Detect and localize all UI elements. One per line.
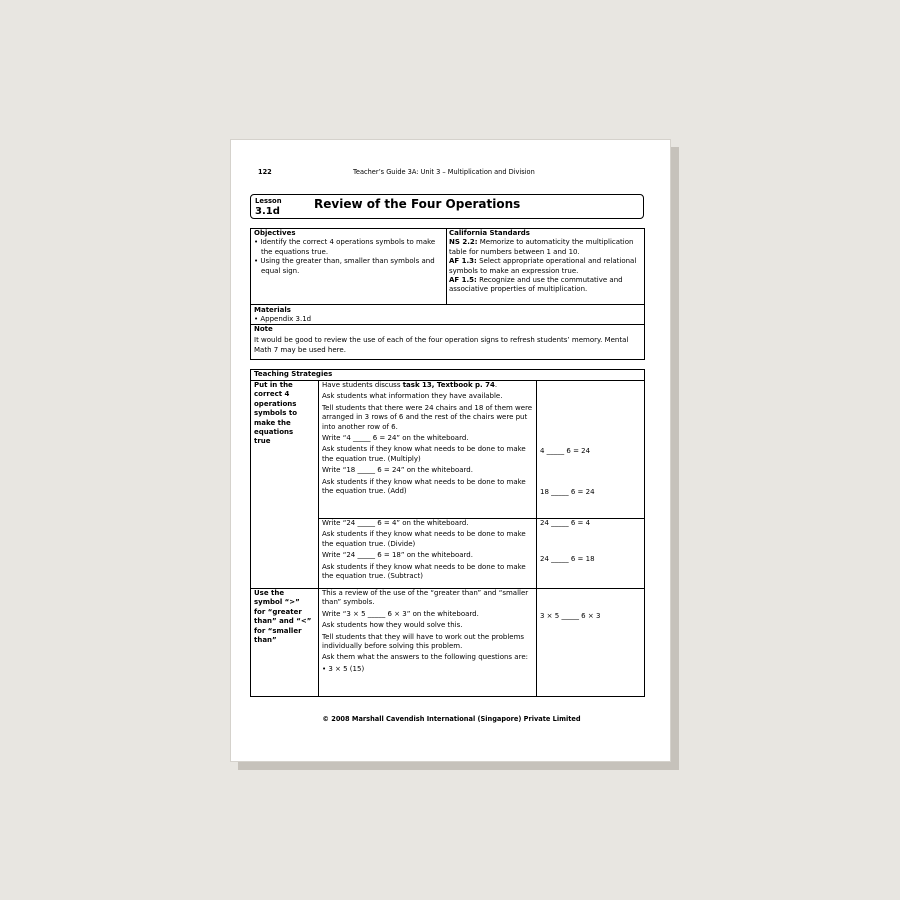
strategies-heading: Teaching Strategies: [254, 370, 333, 378]
note-section: [254, 325, 634, 355]
materials-heading: Materials: [254, 306, 291, 314]
page-number: 122: [258, 168, 272, 176]
standard-item: AF 1.3: Select appropriate operational and relational symbols to make an expression true.: [449, 257, 637, 275]
lesson-title-box: [250, 194, 644, 219]
step: Ask students if they know what needs to be done to make the equation true. (Multiply): [322, 445, 526, 463]
materials-item: • Appendix 3.1d: [254, 315, 312, 324]
equation: 3 × 5 _____ 6 × 3: [540, 612, 601, 620]
step: Tell students that there were 24 chairs and 18 of them were arranged in 3 rows of 6 and the rest of the chairs were put into another row of 6.: [322, 403, 533, 431]
teaching-strategies-table: [250, 369, 645, 697]
step: Ask students how they would solve this.: [322, 621, 463, 630]
standards-heading: California Standards: [449, 229, 530, 237]
objectives-section: [254, 229, 442, 276]
standard-item: AF 1.5: Recognize and use the commutative and associative properties of multiplication.: [449, 276, 623, 294]
section1b-steps: [322, 519, 534, 583]
materials-section: [254, 306, 634, 325]
document-page: [230, 139, 671, 762]
section1-label: Put in the correct 4 operations symbols to make the equations true: [254, 381, 298, 446]
objective-item: • Using the greater than, smaller than symbols and equal sign.: [254, 257, 435, 275]
note-text: It would be good to review the use of each of the four operation signs to refresh students’ memory. Mental Math 7 may be used here.: [254, 336, 629, 354]
step: Ask students what information they have available.: [322, 392, 503, 401]
section2-label: Use the symbol “>” for “greater than” and “<” for “smaller than”: [254, 589, 312, 645]
copyright-footer: © 2008 Marshall Cavendish International (Singapore) Private Limited: [322, 715, 581, 723]
step: Write “24 _____ 6 = 18” on the whiteboard.: [322, 551, 473, 560]
equation: 24 _____ 6 = 18: [540, 555, 595, 563]
equation: 24 _____ 6 = 4: [540, 519, 591, 527]
step: Ask them what the answers to the following questions are:: [322, 653, 528, 662]
step: Write “3 × 5 _____ 6 × 3” on the whiteboard.: [322, 609, 479, 618]
step: Ask students if they know what needs to be done to make the equation true. (Subtract): [322, 562, 526, 581]
step: Ask students if they know what needs to be done to make the equation true. (Divide): [322, 530, 526, 548]
step: Write “24 _____ 6 = 4” on the whiteboard.: [322, 519, 469, 527]
step: This a review of the use of the “greater than” and “smaller than” symbols.: [322, 589, 529, 607]
step: Write “18 _____ 6 = 24” on the whiteboard.: [322, 466, 473, 475]
step: Tell students that they will have to work out the problems individually before solving this problem.: [322, 632, 525, 651]
objectives-heading: Objectives: [254, 229, 296, 237]
section2-steps: [322, 589, 534, 676]
lesson-label: Lesson: [255, 197, 282, 205]
lesson-number: 3.1d: [255, 206, 280, 217]
objective-item: • Identify the correct 4 operations symbols to make the equations true.: [254, 238, 436, 256]
standards-section: [449, 229, 642, 295]
step: • 3 × 5 (15): [322, 664, 365, 673]
equation: 4 _____ 6 = 24: [540, 447, 591, 455]
running-header: Teacher’s Guide 3A: Unit 3 – Multiplication and Division: [353, 168, 535, 176]
section1a-steps: [322, 381, 534, 498]
step: Have students discuss task 13, Textbook p. 74.: [322, 381, 498, 389]
objectives-box: [250, 228, 645, 360]
standard-item: NS 2.2: Memorize to automaticity the multiplication table for numbers between 1 and 10.: [449, 238, 634, 256]
lesson-title: Review of the Four Operations: [314, 197, 521, 211]
step: Write “4 _____ 6 = 24” on the whiteboard.: [322, 434, 469, 443]
step: Ask students if they know what needs to be done to make the equation true. (Add): [322, 477, 526, 496]
note-heading: Note: [254, 325, 273, 333]
equation: 18 _____ 6 = 24: [540, 488, 595, 496]
